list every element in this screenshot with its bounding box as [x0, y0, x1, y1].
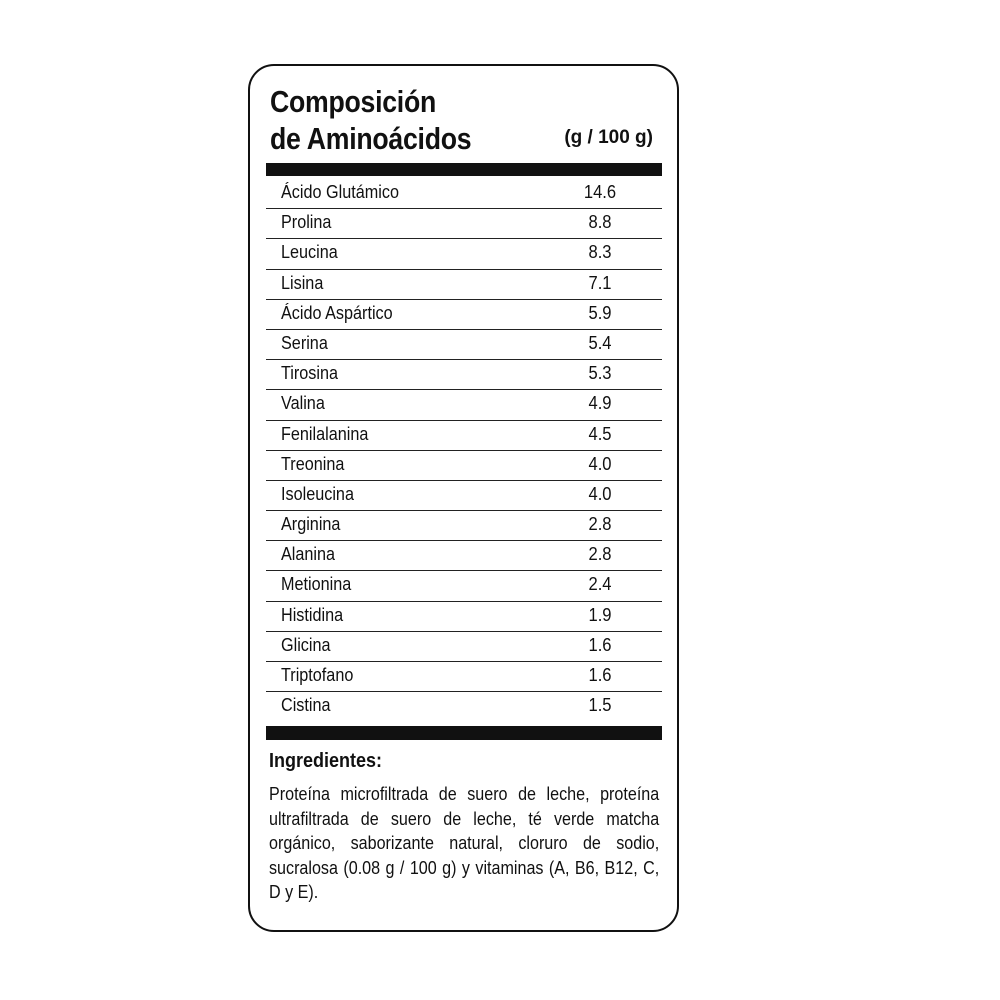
amino-acid-value: 7.1 — [588, 272, 612, 293]
amino-acid-name: Ácido Aspártico — [281, 302, 393, 323]
unit-label: (g / 100 g) — [564, 127, 653, 148]
amino-acid-name: Glicina — [281, 634, 331, 655]
amino-acid-value: 1.6 — [588, 665, 612, 685]
amino-acid-name: Leucina — [281, 242, 338, 263]
amino-acid-value: 4.0 — [588, 483, 612, 504]
table-row — [266, 662, 662, 692]
amino-acid-name: Serina — [281, 332, 328, 353]
table-row — [266, 300, 662, 330]
amino-acid-name: Lisina — [281, 272, 324, 293]
amino-acid-name: Alanina — [281, 544, 336, 565]
ingredients-heading: Ingredientes: — [269, 750, 383, 772]
amino-acid-value: 8.8 — [588, 212, 612, 233]
amino-acid-name: Ácido Glutámico — [281, 182, 399, 202]
amino-acid-value: 2.8 — [588, 544, 612, 565]
table-row — [266, 421, 662, 451]
table-row — [266, 632, 662, 662]
amino-acid-table — [266, 179, 662, 722]
amino-acid-name: Triptofano — [281, 665, 354, 685]
table-row — [266, 209, 662, 239]
amino-acid-value: 14.6 — [583, 182, 617, 202]
top-divider-bar — [266, 163, 662, 176]
amino-acid-value: 4.5 — [588, 423, 612, 444]
amino-acid-value: 4.0 — [588, 453, 612, 474]
amino-acid-name: Metionina — [281, 574, 352, 595]
amino-acid-name: Histidina — [281, 604, 344, 625]
amino-acid-value: 1.6 — [588, 634, 612, 655]
amino-acid-name: Fenilalanina — [281, 423, 369, 444]
amino-acid-name: Tirosina — [281, 363, 339, 384]
bottom-divider-bar — [266, 726, 662, 740]
table-row — [266, 571, 662, 601]
amino-acid-name: Prolina — [281, 212, 332, 233]
table-row — [266, 330, 662, 360]
title-line-2: de Aminoácidos — [270, 121, 472, 156]
title-line-1: Composición — [270, 84, 437, 119]
table-row — [266, 541, 662, 571]
amino-acid-value: 5.4 — [588, 332, 612, 353]
amino-acid-name: Valina — [281, 393, 325, 414]
table-row — [266, 179, 662, 209]
amino-acid-value: 5.3 — [588, 363, 612, 384]
table-row — [266, 360, 662, 390]
label-title — [270, 83, 471, 157]
amino-acid-label-card — [248, 64, 679, 932]
amino-acid-value: 1.9 — [588, 604, 612, 625]
table-row — [266, 390, 662, 420]
ingredients-text: Proteína microfiltrada de suero de leche, proteína ultrafiltrada de suero de leche, té verde matcha orgánico, saborizante natural, cloruro de sodio, sucralosa (0.08 g / 100 g) y vitaminas (A, B6, B12, C, D y E). — [269, 784, 660, 903]
table-row — [266, 239, 662, 269]
amino-acid-name: Arginina — [281, 514, 341, 535]
amino-acid-value: 8.3 — [588, 242, 612, 263]
amino-acid-value: 1.5 — [588, 695, 612, 716]
amino-acid-name: Isoleucina — [281, 483, 354, 504]
table-row — [266, 692, 662, 722]
amino-acid-value: 2.8 — [588, 514, 612, 535]
amino-acid-name: Treonina — [281, 453, 345, 474]
table-row — [266, 481, 662, 511]
amino-acid-name: Cistina — [281, 695, 331, 716]
amino-acid-value: 2.4 — [588, 574, 612, 595]
table-row — [266, 511, 662, 541]
table-row — [266, 270, 662, 300]
amino-acid-value: 5.9 — [588, 302, 612, 323]
table-row — [266, 602, 662, 632]
amino-acid-value: 4.9 — [588, 393, 612, 414]
table-row — [266, 451, 662, 481]
